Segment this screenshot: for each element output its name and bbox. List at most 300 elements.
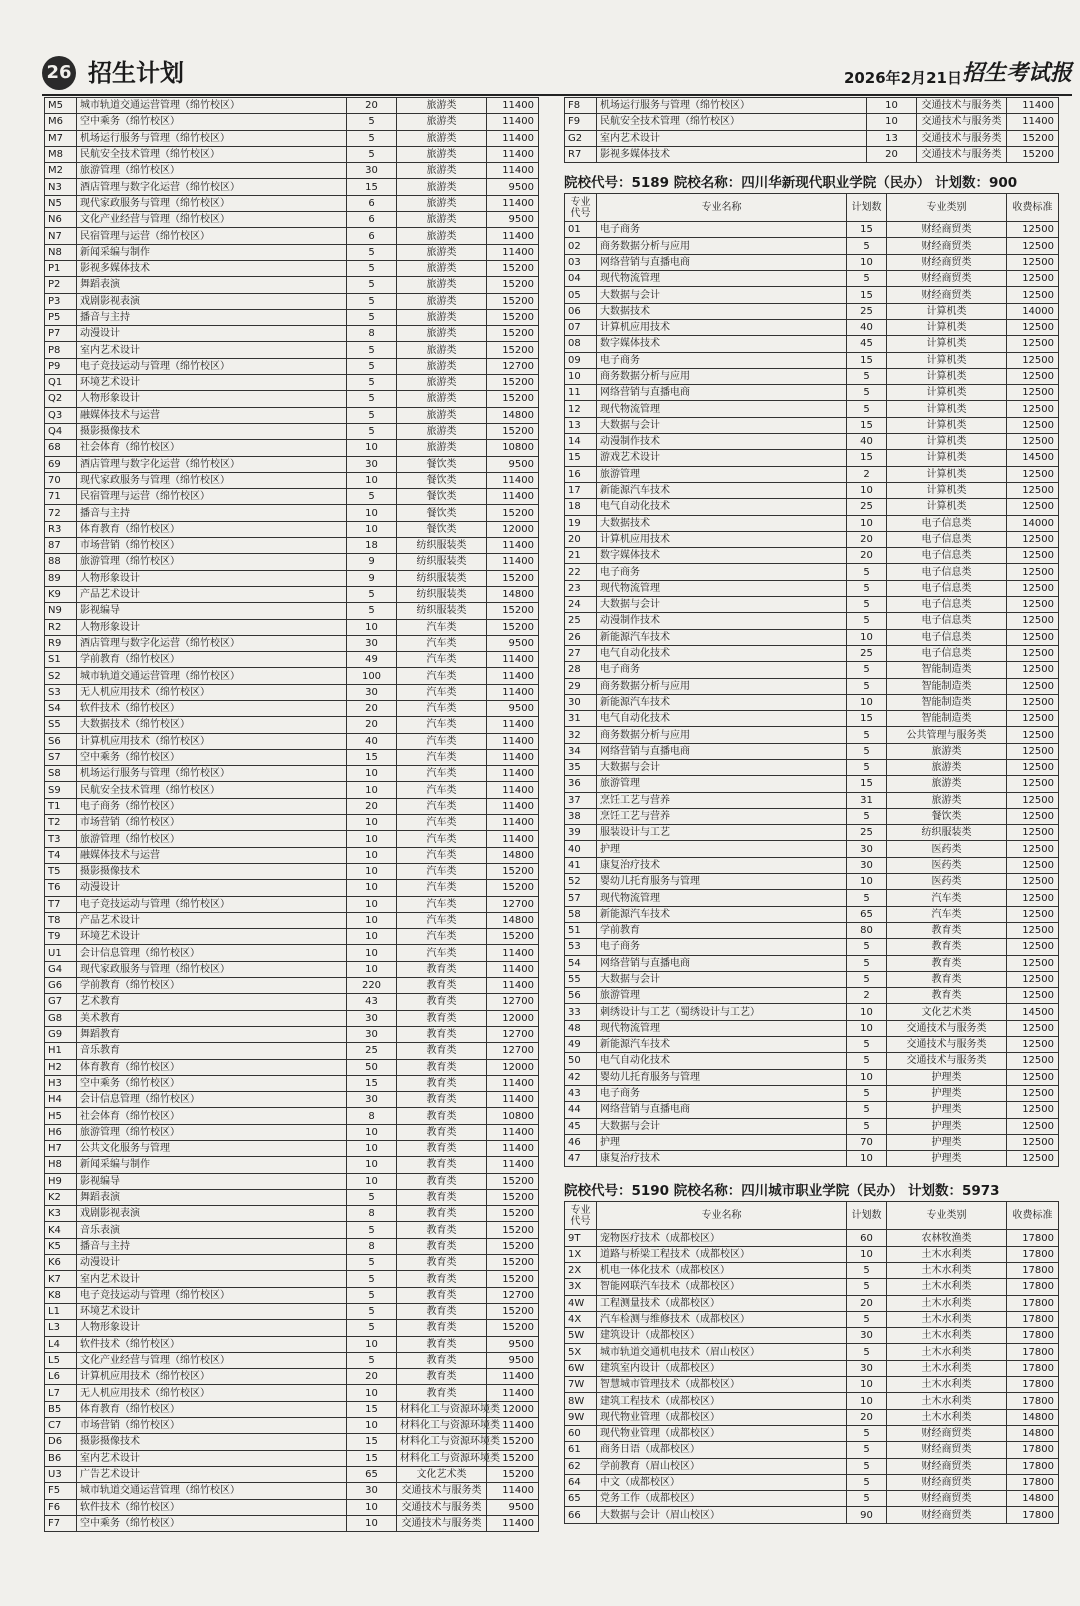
major-name: 大数据技术: [597, 303, 847, 319]
major-name: 商务数据分析与应用: [597, 727, 847, 743]
major-name: 环境艺术设计: [77, 375, 347, 391]
table-row: [45, 130, 539, 146]
major-category: 旅游类: [397, 277, 487, 293]
plan-count: 30: [347, 635, 397, 651]
plan-count: 10: [347, 1336, 397, 1352]
header-fee: 收费标准: [1007, 194, 1059, 222]
major-name: 计算机应用技术: [597, 531, 847, 547]
plan-count: 2: [847, 988, 887, 1004]
plan-count: 10: [847, 629, 887, 645]
major-code: T2: [45, 815, 77, 831]
major-name: 软件技术（绵竹校区）: [77, 1336, 347, 1352]
table-row: [565, 531, 1059, 547]
major-category: 电子信息类: [887, 629, 1007, 645]
major-code: 60: [565, 1425, 597, 1441]
plan-count: 65: [347, 1466, 397, 1482]
major-category: 财经商贸类: [887, 254, 1007, 270]
plan-count: 5: [347, 423, 397, 439]
major-category: 汽车类: [397, 782, 487, 798]
table-row: [45, 407, 539, 423]
table-row: [565, 1134, 1059, 1150]
major-code: 11: [565, 385, 597, 401]
major-category: 土木水利类: [887, 1377, 1007, 1393]
plan-count: 30: [347, 1026, 397, 1042]
major-category: 汽车类: [397, 929, 487, 945]
tuition-fee: 11400: [487, 652, 539, 668]
major-category: 教育类: [887, 988, 1007, 1004]
table-row: [45, 440, 539, 456]
table-row: [45, 1157, 539, 1173]
major-category: 汽车类: [397, 684, 487, 700]
tuition-fee: 11400: [487, 228, 539, 244]
major-code: 8W: [565, 1393, 597, 1409]
major-code: N3: [45, 179, 77, 195]
plan-count: 5: [347, 1320, 397, 1336]
major-name: 市场营销（绵竹校区）: [77, 1418, 347, 1434]
major-name: 机电一体化技术（成都校区）: [597, 1263, 847, 1279]
major-category: 计算机类: [887, 417, 1007, 433]
plan-count: 15: [347, 1401, 397, 1417]
tuition-fee: 12500: [1007, 238, 1059, 254]
major-name: 人物形象设计: [77, 391, 347, 407]
table-row: [45, 733, 539, 749]
tuition-fee: 12500: [1007, 906, 1059, 922]
major-code: L7: [45, 1385, 77, 1401]
plan-count: 49: [347, 652, 397, 668]
major-category: 教育类: [397, 978, 487, 994]
tuition-fee: 17800: [1007, 1377, 1059, 1393]
tuition-fee: 12500: [1007, 645, 1059, 661]
plan-count: 5: [847, 939, 887, 955]
plan-count: 10: [347, 831, 397, 847]
major-category: 教育类: [397, 1352, 487, 1368]
plan-count: 25: [847, 303, 887, 319]
table-row: [565, 808, 1059, 824]
table-row: [565, 499, 1059, 515]
major-code: 52: [565, 874, 597, 890]
major-code: M6: [45, 114, 77, 130]
major-name: 学前教育: [597, 922, 847, 938]
major-code: 9W: [565, 1409, 597, 1425]
tuition-fee: 17800: [1007, 1246, 1059, 1262]
major-code: 57: [565, 890, 597, 906]
tuition-fee: 12700: [487, 1043, 539, 1059]
plan-count: 5: [847, 401, 887, 417]
tuition-fee: 11400: [487, 798, 539, 814]
table-row: [45, 929, 539, 945]
major-name: 空中乘务（绵竹校区）: [77, 1075, 347, 1091]
plan-count: 30: [347, 684, 397, 700]
tuition-fee: 11400: [487, 1385, 539, 1401]
tuition-fee: 11400: [487, 244, 539, 260]
plan-count: 5: [347, 375, 397, 391]
major-category: 土木水利类: [887, 1263, 1007, 1279]
tuition-fee: 11400: [487, 1092, 539, 1108]
major-code: 38: [565, 808, 597, 824]
plan-count: 30: [347, 1483, 397, 1499]
tuition-fee: 12500: [1007, 466, 1059, 482]
tuition-fee: 9500: [487, 635, 539, 651]
major-name: 民宿管理与运营（绵竹校区）: [77, 489, 347, 505]
plan-count: 10: [347, 766, 397, 782]
plan-count: 10: [347, 847, 397, 863]
major-code: 28: [565, 662, 597, 678]
major-code: G4: [45, 961, 77, 977]
major-category: 文化艺术类: [397, 1466, 487, 1482]
major-category: 智能制造类: [887, 711, 1007, 727]
table-row: [45, 635, 539, 651]
major-code: T3: [45, 831, 77, 847]
plan-count: 10: [847, 1020, 887, 1036]
table-row: [565, 1037, 1059, 1053]
major-category: 财经商贸类: [887, 1474, 1007, 1490]
tuition-fee: 11400: [487, 1418, 539, 1434]
tuition-fee: 15200: [487, 929, 539, 945]
major-category: 教育类: [397, 1173, 487, 1189]
table-row: [45, 896, 539, 912]
tuition-fee: 14800: [1007, 1409, 1059, 1425]
major-code: K9: [45, 586, 77, 602]
major-category: 餐饮类: [397, 489, 487, 505]
major-code: M2: [45, 163, 77, 179]
table-row: [45, 1173, 539, 1189]
major-code: R7: [565, 146, 597, 162]
right-continuation-table: [564, 97, 1059, 163]
table-row: [565, 1279, 1059, 1295]
major-category: 教育类: [397, 1075, 487, 1091]
table-row: [45, 505, 539, 521]
plan-count: 5: [847, 597, 887, 613]
major-category: 计算机类: [887, 385, 1007, 401]
table-row: [565, 1118, 1059, 1134]
plan-count: 10: [867, 114, 917, 130]
plan-count: 15: [847, 776, 887, 792]
table-header-row: [565, 194, 1059, 222]
major-category: 教育类: [397, 1189, 487, 1205]
table-row: [565, 580, 1059, 596]
tuition-fee: 17800: [1007, 1507, 1059, 1523]
major-name: 电子竞技运动与管理（绵竹校区）: [77, 358, 347, 374]
plan-count: 10: [347, 782, 397, 798]
major-name: 人物形象设计: [77, 570, 347, 586]
tuition-fee: 11400: [487, 1515, 539, 1531]
table-row: [45, 1515, 539, 1531]
plan-count: 5: [347, 342, 397, 358]
major-category: 餐饮类: [397, 456, 487, 472]
tuition-fee: 11400: [487, 668, 539, 684]
school-5189-title: 院校代号：5189 院校名称：四川华新现代职业学院（民办） 计划数：900: [564, 175, 1018, 192]
table-row: [45, 912, 539, 928]
major-name: 大数据与会计: [597, 1118, 847, 1134]
major-category: 餐饮类: [887, 808, 1007, 824]
major-name: 新闻采编与制作: [77, 244, 347, 260]
major-code: K6: [45, 1255, 77, 1271]
tuition-fee: 12500: [1007, 971, 1059, 987]
major-category: 旅游类: [397, 260, 487, 276]
table-row: [565, 1020, 1059, 1036]
tuition-fee: 12500: [1007, 629, 1059, 645]
major-name: 空中乘务（绵竹校区）: [77, 1515, 347, 1531]
table-row: [45, 521, 539, 537]
plan-count: 5: [847, 678, 887, 694]
plan-count: 5: [847, 890, 887, 906]
major-code: M8: [45, 146, 77, 162]
plan-count: 5: [847, 1425, 887, 1441]
tuition-fee: 12000: [487, 521, 539, 537]
table-row: [45, 1092, 539, 1108]
major-category: 土木水利类: [887, 1246, 1007, 1262]
plan-count: 2: [847, 466, 887, 482]
table-row: [565, 922, 1059, 938]
plan-count: 9: [347, 570, 397, 586]
major-code: P7: [45, 326, 77, 342]
table-row: [45, 391, 539, 407]
major-category: 土木水利类: [887, 1295, 1007, 1311]
tuition-fee: 11400: [487, 684, 539, 700]
plan-count: 5: [847, 1037, 887, 1053]
major-code: 37: [565, 792, 597, 808]
tuition-fee: 15200: [487, 1173, 539, 1189]
major-name: 城市轨道交通机电技术（眉山校区）: [597, 1344, 847, 1360]
major-code: P9: [45, 358, 77, 374]
major-name: 新能源汽车技术: [597, 482, 847, 498]
major-name: 舞蹈表演: [77, 277, 347, 293]
major-category: 土木水利类: [887, 1328, 1007, 1344]
major-code: U3: [45, 1466, 77, 1482]
major-category: 教育类: [397, 1059, 487, 1075]
major-category: 土木水利类: [887, 1393, 1007, 1409]
major-name: 音乐表演: [77, 1222, 347, 1238]
major-category: 教育类: [397, 1369, 487, 1385]
tuition-fee: 12500: [1007, 548, 1059, 564]
major-name: 体育教育（绵竹校区）: [77, 521, 347, 537]
table-row: [565, 130, 1059, 146]
major-category: 财经商贸类: [887, 1507, 1007, 1523]
major-name: 宠物医疗技术（成都校区）: [597, 1230, 847, 1246]
newspaper-masthead: 招生考试报: [961, 60, 1072, 86]
major-category: 文化艺术类: [887, 1004, 1007, 1020]
major-name: 服装设计与工艺: [597, 825, 847, 841]
plan-count: 15: [847, 287, 887, 303]
plan-count: 30: [347, 1092, 397, 1108]
table-row: [565, 114, 1059, 130]
major-name: 美术教育: [77, 1010, 347, 1026]
table-row: [565, 1507, 1059, 1523]
tuition-fee: 12500: [1007, 564, 1059, 580]
tuition-fee: 17800: [1007, 1328, 1059, 1344]
plan-count: 15: [847, 417, 887, 433]
major-code: F7: [45, 1515, 77, 1531]
tuition-fee: 15200: [487, 570, 539, 586]
major-category: 教育类: [397, 1157, 487, 1173]
tuition-fee: 11400: [487, 489, 539, 505]
plan-count: 5: [347, 358, 397, 374]
major-category: 护理类: [887, 1118, 1007, 1134]
major-code: 42: [565, 1069, 597, 1085]
major-code: K4: [45, 1222, 77, 1238]
major-category: 财经商贸类: [887, 271, 1007, 287]
major-code: 07: [565, 319, 597, 335]
plan-count: 5: [847, 1491, 887, 1507]
table-row: [565, 890, 1059, 906]
tuition-fee: 9500: [487, 212, 539, 228]
major-code: S2: [45, 668, 77, 684]
table-row: [565, 401, 1059, 417]
major-category: 计算机类: [887, 336, 1007, 352]
major-category: 智能制造类: [887, 678, 1007, 694]
plan-count: 10: [347, 1499, 397, 1515]
major-code: S8: [45, 766, 77, 782]
plan-count: 10: [347, 1173, 397, 1189]
tuition-fee: 17800: [1007, 1344, 1059, 1360]
major-category: 纺织服装类: [397, 570, 487, 586]
tuition-fee: 12500: [1007, 727, 1059, 743]
page-header: [42, 52, 1072, 96]
major-code: 23: [565, 580, 597, 596]
major-code: 30: [565, 694, 597, 710]
major-name: 摄影摄像技术: [77, 423, 347, 439]
tuition-fee: 12500: [1007, 417, 1059, 433]
plan-count: 5: [347, 391, 397, 407]
plan-count: 30: [847, 841, 887, 857]
header-code: 专业代号: [565, 1202, 597, 1230]
major-category: 纺织服装类: [397, 554, 487, 570]
major-category: 教育类: [397, 1336, 487, 1352]
tuition-fee: 12500: [1007, 1118, 1059, 1134]
major-category: 计算机类: [887, 319, 1007, 335]
table-row: [565, 98, 1059, 114]
major-code: H1: [45, 1043, 77, 1059]
table-row: [565, 417, 1059, 433]
major-name: 现代物流管理: [597, 890, 847, 906]
major-code: 17: [565, 482, 597, 498]
plan-count: 15: [847, 222, 887, 238]
major-code: S5: [45, 717, 77, 733]
major-name: 文化产业经营与管理（绵竹校区）: [77, 212, 347, 228]
plan-count: 5: [347, 130, 397, 146]
major-category: 计算机类: [887, 368, 1007, 384]
major-name: 康复治疗技术: [597, 1151, 847, 1167]
table-row: [45, 326, 539, 342]
table-row: [45, 1352, 539, 1368]
major-category: 电子信息类: [887, 597, 1007, 613]
major-category: 旅游类: [397, 130, 487, 146]
table-row: [45, 309, 539, 325]
major-name: 艺术教育: [77, 994, 347, 1010]
tuition-fee: 11400: [487, 1157, 539, 1173]
major-category: 交通技术与服务类: [397, 1515, 487, 1531]
major-category: 纺织服装类: [397, 586, 487, 602]
issue-date: 2026年2月21日: [843, 69, 962, 87]
major-name: 文化产业经营与管理（绵竹校区）: [77, 1352, 347, 1368]
plan-count: 10: [347, 815, 397, 831]
table-row: [45, 1222, 539, 1238]
tuition-fee: 12500: [1007, 434, 1059, 450]
plan-count: 5: [847, 1279, 887, 1295]
plan-count: 5: [847, 1344, 887, 1360]
plan-count: 40: [847, 319, 887, 335]
major-category: 材料化工与资源环境类: [397, 1418, 487, 1434]
plan-count: 5: [847, 662, 887, 678]
major-category: 财经商贸类: [887, 238, 1007, 254]
plan-count: 9: [347, 554, 397, 570]
tuition-fee: 17800: [1007, 1458, 1059, 1474]
major-code: 2X: [565, 1263, 597, 1279]
table-row: [45, 1124, 539, 1140]
major-name: 现代家政服务与管理（绵竹校区）: [77, 472, 347, 488]
major-name: 康复治疗技术: [597, 857, 847, 873]
major-code: 89: [45, 570, 77, 586]
major-name: 智慧城市管理技术（成都校区）: [597, 1377, 847, 1393]
plan-count: 10: [347, 1141, 397, 1157]
major-code: S7: [45, 749, 77, 765]
major-category: 医药类: [887, 841, 1007, 857]
major-category: 汽车类: [887, 906, 1007, 922]
table-row: [565, 1004, 1059, 1020]
table-row: [565, 955, 1059, 971]
major-category: 医药类: [887, 857, 1007, 873]
tuition-fee: 15200: [487, 1320, 539, 1336]
major-category: 纺织服装类: [397, 538, 487, 554]
header-major: 专业名称: [597, 1202, 847, 1230]
major-name: 计算机应用技术: [597, 319, 847, 335]
table-row: [45, 1336, 539, 1352]
plan-count: 43: [347, 994, 397, 1010]
plan-count: 5: [347, 1287, 397, 1303]
plan-count: 60: [847, 1230, 887, 1246]
table-row: [565, 254, 1059, 270]
table-row: [565, 694, 1059, 710]
major-name: 融媒体技术与运营: [77, 847, 347, 863]
plan-count: 50: [347, 1059, 397, 1075]
major-code: 29: [565, 678, 597, 694]
major-name: 数字媒体技术: [597, 336, 847, 352]
table-row: [565, 874, 1059, 890]
major-name: 商务数据分析与应用: [597, 238, 847, 254]
major-name: 市场营销（绵竹校区）: [77, 538, 347, 554]
tuition-fee: 12500: [1007, 792, 1059, 808]
tuition-fee: 11400: [487, 831, 539, 847]
major-code: Q1: [45, 375, 77, 391]
tuition-fee: 14800: [487, 586, 539, 602]
major-category: 汽车类: [397, 700, 487, 716]
major-code: N7: [45, 228, 77, 244]
tuition-fee: 12500: [1007, 401, 1059, 417]
major-name: 现代物业管理（成都校区）: [597, 1425, 847, 1441]
tuition-fee: 12500: [1007, 776, 1059, 792]
plan-count: 10: [847, 1393, 887, 1409]
plan-count: 10: [847, 874, 887, 890]
major-category: 旅游类: [397, 309, 487, 325]
table-row: [45, 179, 539, 195]
major-code: 5W: [565, 1328, 597, 1344]
plan-count: 20: [347, 717, 397, 733]
major-category: 教育类: [397, 1092, 487, 1108]
tuition-fee: 12500: [1007, 1134, 1059, 1150]
major-code: R9: [45, 635, 77, 651]
major-code: 04: [565, 271, 597, 287]
major-name: 软件技术（绵竹校区）: [77, 1499, 347, 1515]
header-code: 专业代号: [565, 194, 597, 222]
major-code: 12: [565, 401, 597, 417]
table-row: [45, 668, 539, 684]
major-name: 网络营销与直播电商: [597, 955, 847, 971]
major-category: 汽车类: [397, 831, 487, 847]
plan-count: 10: [347, 863, 397, 879]
major-code: L5: [45, 1352, 77, 1368]
table-row: [45, 1108, 539, 1124]
table-row: [45, 472, 539, 488]
